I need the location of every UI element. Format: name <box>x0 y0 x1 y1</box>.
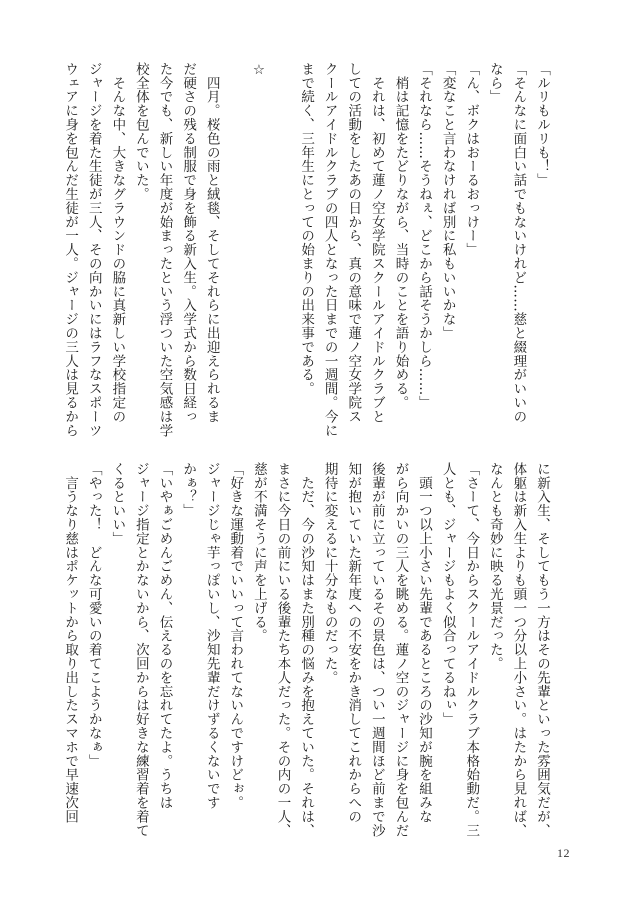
text-line: だ硬さの残る制服で身を飾る新入生。入学式から数日経っ <box>180 62 197 424</box>
text-line: 体躯は新入生よりも頭一つ分以上小さい。はたから見れば、 <box>510 462 527 838</box>
text-line: 「好きな運動着でいいって言われてないんですけどぉ。 <box>227 462 244 810</box>
text-line: それは、初めて蓮ノ空女学院スクールアイドルクラブと <box>368 62 385 424</box>
text-line: ジャージじゃ芋っぽいし、沙知先輩だけずるくないです <box>203 462 220 810</box>
text-line: そんな中、大きなグラウンドの脇に真新しい学校指定の <box>109 62 126 424</box>
text-line: 人とも、ジャージもよく似合ってるねぃ」 <box>439 462 456 727</box>
text-line: 「ん、ボクはおーるおっけー」 <box>463 62 480 257</box>
text-line: クールアイドルクラブの四人となった日までの一週間。今に <box>321 62 338 438</box>
text-line: がら向かいの三人を眺める。蓮ノ空のジャージに身を包んだ <box>392 462 409 838</box>
text-line: 期待に変えるに十分なものだった。 <box>321 462 338 685</box>
text-line: ジャージ指定とかないから、次回からは好きな練習着を着て <box>132 462 149 838</box>
text-line: 「ルリもルリも！」 <box>534 62 550 188</box>
text-line: なんとも奇妙に映る光景だった。 <box>486 462 503 671</box>
text-line: しての活動をしたあの日から、真の意味で蓮ノ空女学院ス <box>345 62 362 424</box>
text-line: 「そんなに面白い話でもないけれど……慈と綴理がいいの <box>510 62 527 424</box>
text-line: ただ、今の沙知はまた別種の悩みを抱えていた。それは、 <box>298 462 315 838</box>
text-line: 「いやぁごめんごめん、伝えるのを忘れてたよ。うちは <box>156 462 173 810</box>
text-line: 「やった！ どんな可愛いの着てこようかなぁ」 <box>85 462 102 768</box>
text-line: 「変なこと言わなければ別に私もいいかな」 <box>439 62 456 340</box>
text-line: くるといい」 <box>109 462 126 546</box>
text-line: まで続く、三年生にとっての始まりの出来事である。 <box>298 62 315 396</box>
text-line: に新入生、そしてもう一方はその先輩といった雰囲気だが、 <box>534 462 550 838</box>
text-line: 慈が不満そうに声を上げる。 <box>250 462 267 643</box>
text-line: 後輩が前に立っているその景色は、つい一週間ほど前まで沙 <box>368 462 385 838</box>
text-line: 梢は記憶をたどりながら、当時のことを語り始める。 <box>392 62 409 410</box>
top-text-block <box>58 62 553 438</box>
text-line: 知が抱いていた新年度への不安をかき消してこれからへの <box>345 462 362 824</box>
text-line: ジャージを着た生徒が三人、その向かいにはラフなスポーツ <box>85 62 102 438</box>
text-line: 頭一つ以上小さい先輩であるところの沙知が腕を組みな <box>416 462 433 824</box>
text-line: 「さーて、今日からスクールアイドルクラブ本格始動だ。三 <box>463 462 480 838</box>
page-number: 12 <box>557 846 570 860</box>
text-line: かぁ？」 <box>180 462 197 518</box>
bottom-text-block <box>58 462 553 838</box>
text-line: まさに今日の前にいる後輩たち本人だった。その内の一人、 <box>274 462 291 838</box>
blank-line <box>270 62 294 407</box>
text-line: ウェアに身を包んだ生徒が一人。ジャージの三人は見るから <box>62 62 79 438</box>
section-break-star: ☆ <box>250 62 267 79</box>
text-line: た今でも、新しい年度が始まったという浮ついた空気感は学 <box>156 62 173 438</box>
text-line: 言うなり慈はポケットから取り出したスマホで早速次回 <box>62 462 79 824</box>
text-line: 「それなら……そうねぇ、どこから話そうかしら……」 <box>416 62 433 410</box>
text-line: 四月。桜色の雨と絨毯、そしてそれらに出迎えられるま <box>203 62 220 424</box>
text-line: 校全体を包んでいた。 <box>132 62 149 201</box>
blank-line <box>223 62 247 407</box>
text-line: なら」 <box>486 62 503 104</box>
